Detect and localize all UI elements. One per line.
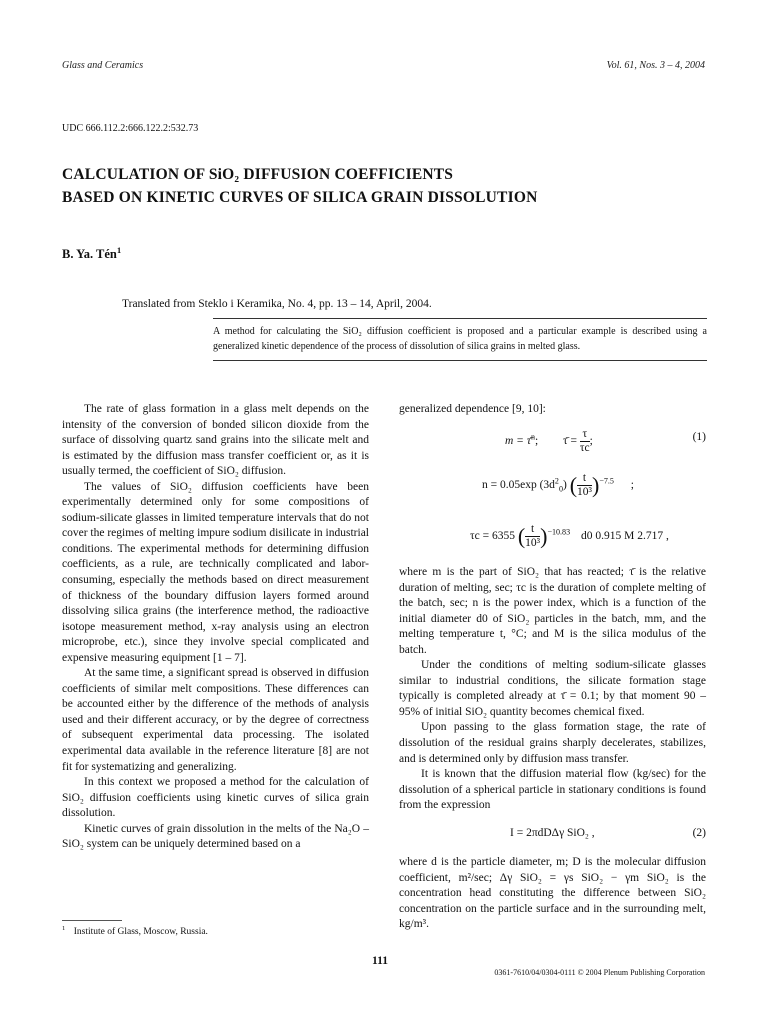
eq1-m-exp: n <box>530 432 535 442</box>
paragraph: Under the conditions of melting sodium-silicate glasses similar to industrial conditions, the silicate formation stage typically is completed already at τ̄ = 0.1; by that moment 90 – 95% of initial SiO₂ quantity becomes chemical fixed. <box>399 659 706 718</box>
article-title <box>62 163 712 209</box>
eq1-n-exp: −7.5 <box>599 476 614 486</box>
eq1-tau: τ̄ = <box>563 435 578 448</box>
eq1-tc-tail: d0 0.915 M 2.717 , <box>580 530 669 543</box>
paragraph: The rate of glass formation in a glass melt depends on the intensity of the conversion of bonded silicon dioxide from the surface of dissolving quartz sand grains into the silicate melt and is estimated by the diffusion mass transfer coefficient or, as it is usually termed, the coefficient of SiO₂ diffusion. <box>62 403 369 478</box>
right-column-body <box>399 565 706 814</box>
eq1-tau-den: τc <box>579 442 590 454</box>
eq1-t-num: t <box>577 472 592 486</box>
footnote-rule <box>62 920 122 921</box>
paragraph: In this context we proposed a method for the calculation of SiO₂ diffusion coefficients using kinetic curves of silica grain dissolution. <box>62 776 369 820</box>
eq1-tau-fraction <box>580 428 590 455</box>
udc-code: UDC 666.112.2:666.122.2:532.73 <box>62 123 199 134</box>
eq1-t-fraction-a <box>577 472 592 499</box>
title-line-2: BASED ON KINETIC CURVES OF SILICA GRAIN DISSOLUTION <box>62 189 538 206</box>
author-name: B. Ya. Tén <box>62 247 117 261</box>
author-affiliation-mark: 1 <box>116 244 122 255</box>
abstract-rule-bottom <box>213 360 707 361</box>
paragraph: where d is the particle diameter, m; D is the molecular diffusion coefficient, m²/sec; Δγ SiO₂ = γs SiO₂ − γm SiO₂ is the concentration head constituting the difference between SiO₂ concentration on the particle surface and in the surrounding melt, kg/m³. <box>399 856 706 931</box>
title-line-1: CALCULATION OF SiO₂ DIFFUSION COEFFICIENTS <box>62 166 454 183</box>
equation-2-number: (2) <box>692 827 706 839</box>
paragraph: Upon passing to the glass formation stage, the rate of dissolution of the residual grains sharply decelerates, stabilizes, and is determined only by diffusion mass transfer. <box>399 721 706 765</box>
eq1-t-fraction-b <box>525 523 540 550</box>
equation-1-line-2: n = 0.05exp $(3d^2_0)$ ( $\frac{t}{\text{10³}}$ )$^{-7.5}$ ; <box>482 472 634 498</box>
paragraph: where m is the part of SiO₂ that has reacted; τ̄ is the relative duration of melting, sec; τc is the duration of complete melting of the batch, sec; n is the power index, which is a function of the initial diameter d0 of SiO₂ particles in the batch, mm, and the melting temperature t, °C; and M is the silica modulus of the batch. <box>399 566 706 656</box>
author <box>62 244 122 262</box>
journal-name: Glass and Ceramics <box>62 60 144 71</box>
eq1-tc-exp: −10.83 <box>547 527 571 537</box>
equation-1-line-3: τc = 6355 ( $\frac{t}{\text{10³}}$ )$^{-10.83}$ d0 0.915 M 2.717 , <box>470 523 669 549</box>
volume-info: Vol. 61, Nos. 3 – 4, 2004 <box>606 60 705 71</box>
equation-1-number: (1) <box>692 431 706 443</box>
eq1-t-num-b: t <box>525 523 540 537</box>
eq1-t-den-b: 10³ <box>525 537 541 549</box>
eq1-tau-num: τ <box>580 428 590 442</box>
eq1-tc: τc = 6355 <box>470 530 515 543</box>
paragraph: Kinetic curves of grain dissolution in the melts of the Na₂O – SiO₂ system can be uniquely determined based on a <box>62 822 369 851</box>
paragraph: At the same time, a significant spread is observed in diffusion coefficients of similar melt compositions. These differences can be accounted either by the difference of the methods of analysis used and their different accuracy, or by the degree of correctness of subsequent experimental data processing. The isolated experimental data available in the reference literature [8] are not fit for systematizing and generalizing. <box>62 667 369 773</box>
abstract-rule-top <box>213 318 707 319</box>
page-number: 111 <box>372 955 388 967</box>
right-column-intro <box>399 402 706 418</box>
equation-2: I = 2πdDΔγ SiO₂ , <box>510 827 595 839</box>
equation-1-line-1: m = τ̄$^n$; τ̄ = $\frac{\tau}{\tau c}$ ; <box>505 428 593 454</box>
eq1-t-den: 10³ <box>577 486 592 498</box>
copyright-line: 0361-7610/04/0304-0111 © 2004 Plenum Publishing Corporation <box>494 968 705 977</box>
paragraph: generalized dependence [9, 10]: <box>399 403 546 415</box>
footnote-mark: 1 <box>62 924 66 932</box>
translation-note: Translated from Steklo i Keramika, No. 4, pp. 13 – 14, April, 2004. <box>122 298 432 310</box>
eq1-n: n = 0.05exp (3d <box>482 479 555 492</box>
abstract: A method for calculating the SiO₂ diffusion coefficient is proposed and a particular example is described using a generalized kinetic dependence of the process of dissolution of silica grains in melted glass. <box>213 326 707 352</box>
footnote <box>62 924 208 937</box>
eq1-m: m = τ̄ <box>505 435 531 448</box>
footnote-text: Institute of Glass, Moscow, Russia. <box>73 927 208 937</box>
left-column <box>62 402 369 853</box>
paragraph: The values of SiO₂ diffusion coefficients have been experimentally determined only for some compositions of sodium-silicate glasses in limited temperature intervals that do not cover the regimes of melting impure sodium disilicate in industrial conditions. The experimental methods for determining diffusion coefficients, as a rule, are technically complicated and labor-consuming, especially the methods based on direct measurement of thickness of the boundary diffusion layers formed around dissolving silica grains (the interference method, the radioactive isotope measurement method, x-ray analysis using an electron microprobe, etc.), since they involve special complicated and expensive measuring equipment [1 – 7]. <box>62 480 369 664</box>
paragraph: It is known that the diffusion material flow (kg/sec) for the dissolution of a spherical particle in stationary conditions is found from the expression <box>399 768 706 812</box>
right-column-tail <box>399 855 706 933</box>
